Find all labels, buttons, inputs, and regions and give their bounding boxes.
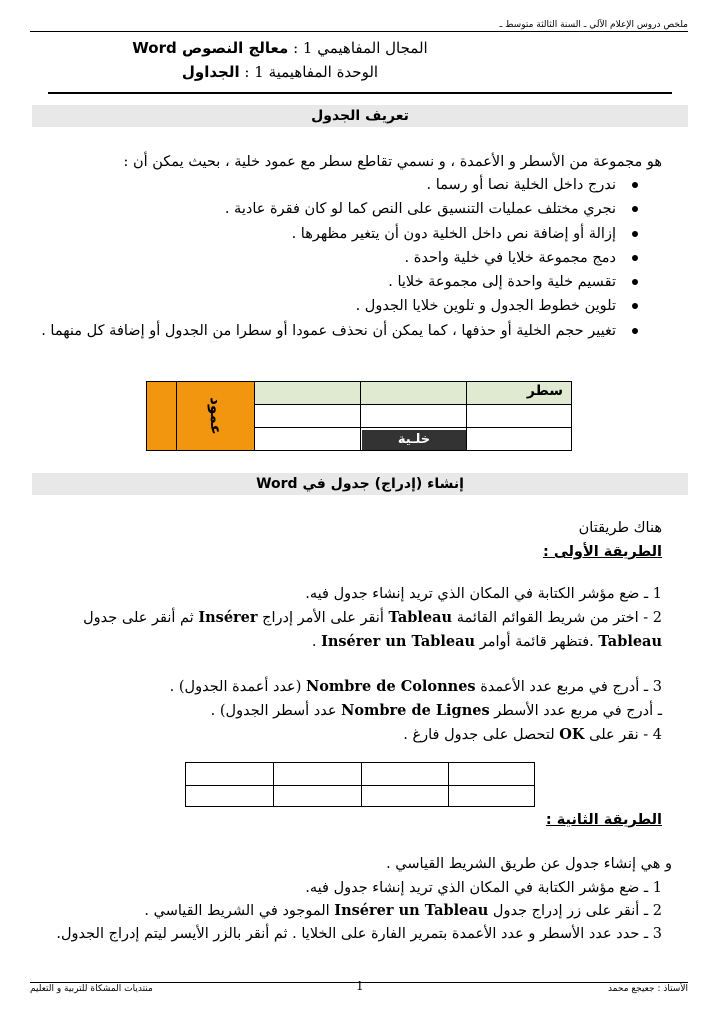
section-title-insert: إنشاء (إدراج) جدول في Word — [32, 473, 688, 495]
heading-rule — [48, 92, 672, 94]
domain-line — [40, 36, 520, 60]
step-text: ـ أدرج في مربع عدد الأسطر — [494, 703, 662, 719]
domain-label: المجال المفاهيمي 1 : — [293, 39, 428, 57]
definition-intro: هو مجموعة من الأسطر و الأعمدة ، و نسمي تقاطع سطر مع عمود خلية ، بحيث يمكن أن : — [123, 154, 662, 170]
step-text: عدد أسطر الجدول) . — [210, 703, 337, 719]
step-text: 4 - نقر على — [589, 727, 662, 743]
grid-line — [361, 763, 362, 806]
list-item-text: إزالة أو إضافة نص داخل الخلية دون أن يتغير مظهرها . — [291, 225, 616, 242]
list-item — [40, 246, 638, 270]
column-highlight — [177, 382, 255, 450]
grid-line — [360, 382, 361, 450]
button-term: Insérer un Tableau — [334, 902, 489, 919]
grid-line — [273, 763, 274, 806]
cell-label: خلـية — [362, 430, 466, 450]
list-item-text: دمج مجموعة خلايا في خلية واحدة . — [404, 249, 616, 266]
bullet-icon — [632, 303, 638, 309]
list-item — [40, 197, 638, 221]
bullet-icon — [632, 328, 638, 334]
bullet-icon — [632, 182, 638, 188]
step-text: 3 ـ أدرج في مربع عدد الأعمدة — [480, 679, 662, 695]
table-diagram — [146, 381, 572, 451]
method2-step1: 1 ـ ضع مؤشر الكتابة في المكان الذي تريد إنشاء جدول فيه. — [305, 880, 662, 896]
grid-line — [466, 382, 467, 450]
method1-title: الطريقة الأولى : — [542, 544, 662, 560]
unit-title: الجداول — [181, 63, 240, 81]
bullet-icon — [632, 279, 638, 285]
menu-term: Tableau — [388, 609, 453, 626]
list-item — [40, 294, 638, 318]
command-term: Insérer — [198, 609, 258, 626]
list-item-text: تقسيم خلية واحدة إلى مجموعة خلايا . — [388, 274, 616, 291]
method1-step3 — [170, 675, 662, 699]
command-term: Tableau — [598, 633, 662, 650]
definition-bullets — [40, 173, 638, 343]
unit-line — [40, 60, 520, 84]
teacher-name: الأستاذ : جعيجع محمد — [607, 984, 688, 994]
bullet-icon — [632, 231, 638, 237]
step-text: ثم أنقر على — [121, 610, 194, 626]
list-item — [40, 270, 638, 294]
step-text: .فتظهر قائمة أوامر — [479, 634, 594, 650]
step-text: (عدد أعمدة الجدول) . — [169, 679, 302, 695]
grid-line — [186, 785, 534, 786]
column-label: عمود — [206, 397, 225, 435]
field-term: Nombre de Lignes — [341, 702, 490, 719]
step-text: 2 - اختر من شريط القوائم القائمة — [456, 610, 662, 626]
list-item — [40, 173, 638, 197]
running-header: ملخص دروس الإعلام الآلي ـ السنة الثالثة متوسط ـ — [30, 20, 688, 32]
document-heading — [40, 36, 520, 84]
list-item-text: تغيير حجم الخلية أو حذفها ، كما يمكن أن نحذف عمودا أو سطرا من الجدول أو إضافة كل منهما . — [41, 322, 616, 339]
method1-step1: 1 ـ ضع مؤشر الكتابة في المكان الذي تريد إنشاء جدول فيه. — [305, 586, 662, 602]
page-number: 1 — [356, 979, 364, 993]
method2-title: الطريقة الثانية : — [545, 812, 662, 828]
forum-name: منتديات المشكاة للتربية و التعليم — [30, 984, 153, 994]
command-term: Insérer un Tableau — [321, 633, 476, 650]
list-item — [40, 319, 638, 343]
list-item — [40, 222, 638, 246]
step-text: 2 ـ أنقر على زر إدراج جدول — [492, 903, 662, 919]
list-item-text: تلوين خطوط الجدول و تلوين خلايا الجدول . — [355, 298, 616, 315]
domain-title: معالج النصوص Word — [132, 39, 289, 57]
grid-line — [255, 427, 571, 428]
section-title-definition: تعريف الجدول — [32, 105, 688, 127]
step-text: لتحصل على جدول فارغ . — [403, 727, 555, 743]
step-text: جدول — [83, 610, 118, 626]
method1-step4 — [403, 723, 662, 747]
grid-line — [448, 763, 449, 806]
unit-label: الوحدة المفاهيمية 1 : — [244, 63, 379, 81]
method2-step2 — [144, 899, 662, 923]
list-item-text: ندرج داخل الخلية نصا أو رسما . — [426, 177, 616, 193]
row-highlight — [255, 382, 571, 405]
step-text: أنقر على الأمر إدراج — [262, 610, 384, 626]
methods-intro: هناك طريقتان — [578, 520, 662, 536]
method1-step2 — [60, 606, 662, 654]
method2-intro: و هي إنشاء جدول عن طريق الشريط القياسي . — [386, 856, 672, 872]
row-label: سطر — [526, 383, 563, 399]
bullet-icon — [632, 255, 638, 261]
bullet-icon — [632, 206, 638, 212]
step-text: . — [311, 634, 317, 650]
method2-step3: 3 ـ حدد عدد الأسطر و عدد الأعمدة بتمرير الفارة على الخلايا . ثم أنقر بالزر الأيسر ليتم إدراج الجدول. — [56, 926, 662, 942]
step-text: الموجود في الشريط القياسي . — [144, 903, 330, 919]
method1-step3b — [211, 699, 662, 723]
column-margin — [147, 382, 177, 450]
page-footer — [30, 979, 688, 999]
field-term: Nombre de Colonnes — [305, 678, 476, 695]
button-term: OK — [559, 726, 585, 743]
empty-table-example — [185, 762, 535, 807]
list-item-text: نجري مختلف عمليات التنسيق على النص كما لو كان فقرة عادية . — [224, 201, 616, 218]
